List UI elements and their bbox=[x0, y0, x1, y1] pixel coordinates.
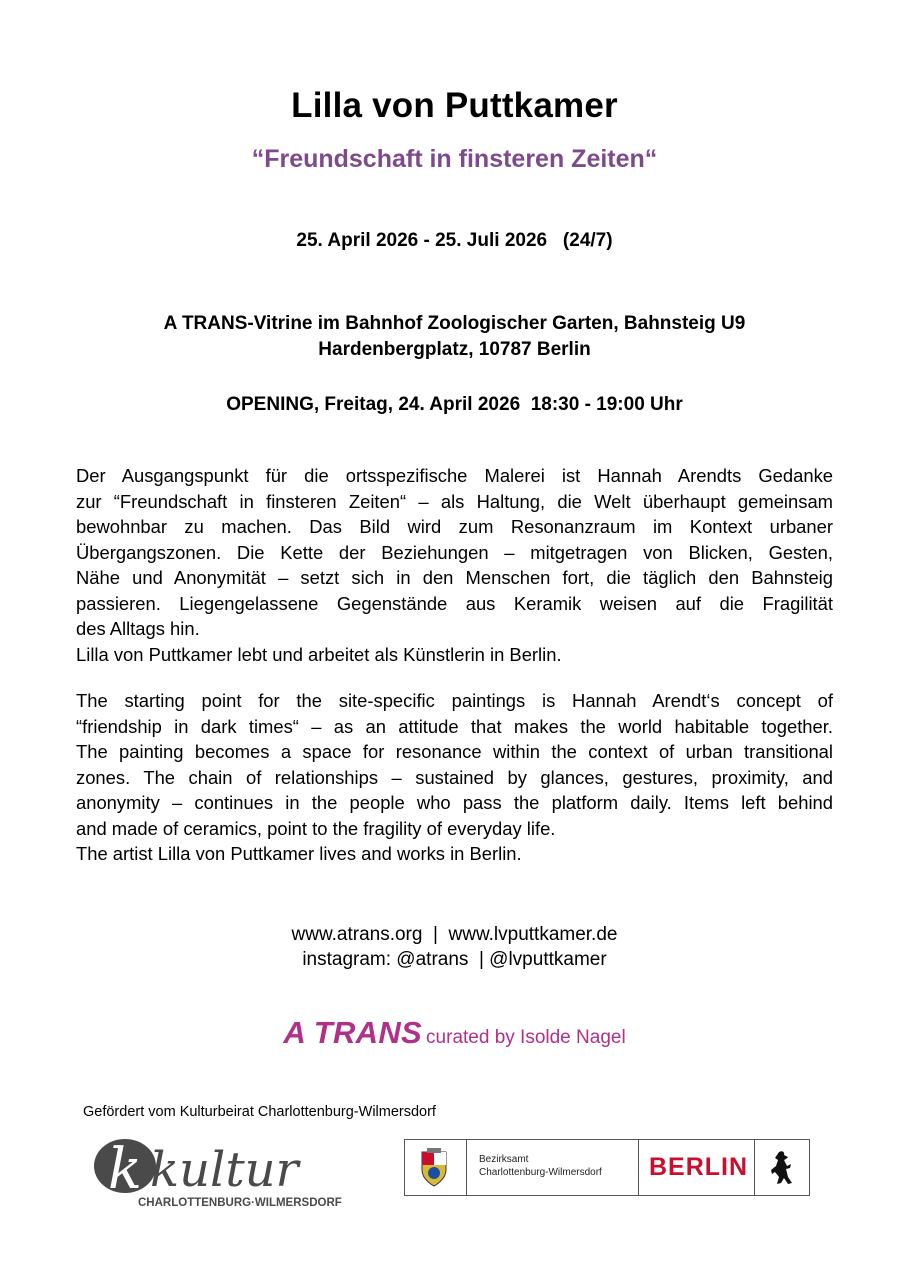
text-line: and made of ceramics, point to the fragility of everyday life. bbox=[76, 817, 556, 839]
text-line: Der Ausgangspunkt für die ortsspezifische Malerei ist Hannah Arendts Gedanke bbox=[76, 465, 833, 486]
text-line: anonymity – continues in the people who pass the platform daily. Items left behind bbox=[76, 792, 833, 813]
banner-divider bbox=[754, 1140, 755, 1195]
banner-divider bbox=[466, 1140, 467, 1195]
text-line: zur “Freundschaft in finsteren Zeiten“ – als Haltung, die Welt überhaupt gemeinsam bbox=[76, 490, 833, 512]
banner-divider bbox=[638, 1140, 639, 1195]
berlin-bear-icon bbox=[769, 1150, 795, 1186]
text-line: bewohnbar zu machen. Das Bild wird zum Resonanzraum im Kontext urbaner bbox=[76, 516, 833, 537]
web-links bbox=[0, 922, 909, 972]
kultur-word: kultur bbox=[150, 1142, 299, 1198]
artist-name: Lilla von Puttkamer bbox=[291, 86, 618, 125]
description-english bbox=[76, 688, 833, 867]
venue-line-2: Hardenbergplatz, 10787 Berlin bbox=[318, 339, 591, 360]
text-line: The starting point for the site-specific paintings is Hannah Arendt‘s concept of bbox=[76, 690, 833, 711]
kultur-subtitle: CHARLOTTENBURG·WILMERSDORF bbox=[138, 1197, 342, 1209]
text-line: The painting becomes a space for resonance within the context of urban transitional bbox=[76, 741, 833, 762]
text-line: Nähe und Anonymität – setzt sich in den Menschen fort, die täglich den Bahnsteig bbox=[76, 567, 833, 588]
berlin-district-banner bbox=[404, 1139, 810, 1196]
text-line: passieren. Liegengelassene Gegenstände aus Keramik weisen auf die Fragilität bbox=[76, 592, 833, 614]
text-line: The artist Lilla von Puttkamer lives and works in Berlin. bbox=[76, 843, 522, 864]
venue-line-1: A TRANS-Vitrine im Bahnhof Zoologischer Garten, Bahnsteig U9 bbox=[163, 313, 746, 334]
berlin-wordmark: BERLIN bbox=[649, 1153, 749, 1181]
kultur-k: k bbox=[108, 1137, 142, 1202]
district-crest-icon bbox=[419, 1148, 449, 1188]
district-name: Charlottenburg-Wilmersdorf bbox=[479, 1167, 602, 1178]
text-line: des Alltags hin. bbox=[76, 618, 200, 639]
bezirksamt-label bbox=[479, 1153, 602, 1179]
text-line: “friendship in dark times“ – as an attitude that makes the world habitable together. bbox=[76, 715, 833, 737]
curator-credit bbox=[0, 1015, 909, 1051]
websites-line[interactable]: www.atrans.org | www.lvputtkamer.de bbox=[291, 924, 618, 945]
funding-note: Gefördert vom Kulturbeirat Charlottenburg-Wilmersdorf bbox=[83, 1104, 436, 1120]
text-line: zones. The chain of relationships – sustained by glances, gestures, proximity, and bbox=[76, 766, 833, 788]
bezirksamt-line: Bezirksamt bbox=[479, 1154, 529, 1165]
kultur-logo bbox=[92, 1136, 352, 1212]
exhibition-title: “Freundschaft in finsteren Zeiten“ bbox=[251, 145, 658, 173]
instagram-line[interactable]: instagram: @atrans | @lvputtkamer bbox=[302, 949, 607, 970]
atrans-logo: A TRANS bbox=[283, 1015, 423, 1050]
text-line: Übergangszonen. Die Kette der Beziehungen – mitgetragen von Blicken, Gesten, bbox=[76, 541, 833, 563]
description-german bbox=[76, 463, 833, 667]
exhibition-dates: 25. April 2026 - 25. Juli 2026 (24/7) bbox=[296, 230, 613, 251]
curated-by: curated by Isolde Nagel bbox=[426, 1027, 626, 1048]
opening-info: OPENING, Freitag, 24. April 2026 18:30 - 19:00 Uhr bbox=[226, 394, 683, 415]
text-line: Lilla von Puttkamer lebt und arbeitet als Künstlerin in Berlin. bbox=[76, 643, 562, 665]
